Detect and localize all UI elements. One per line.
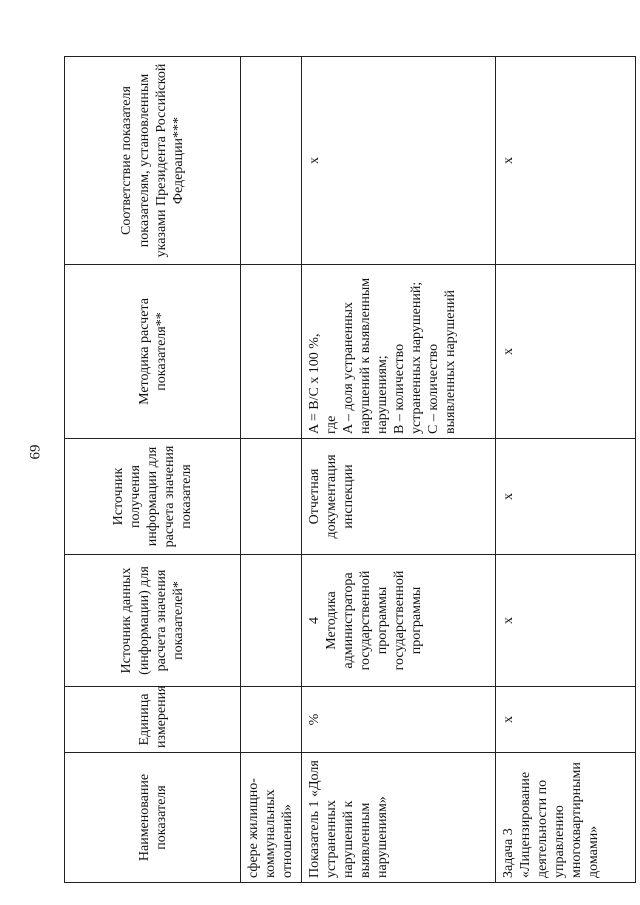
cell-data-source: x	[495, 555, 635, 687]
table-row	[241, 57, 301, 883]
header-indicator-name: Наименование показателя	[65, 753, 241, 883]
cell-info-source: Отчетная документация инспекции	[301, 439, 495, 555]
table-header-row	[65, 57, 241, 883]
cell-method	[241, 265, 301, 439]
cell-data-source	[241, 555, 301, 687]
cell-compliance: x	[495, 57, 635, 265]
cell-name: Задача 3 «Лицензирование деятельности по управлению многоквартирными домами»	[495, 753, 635, 883]
cell-info-source: x	[495, 439, 635, 555]
data-source-text: Методика администратора государственной программы государственной программы	[323, 570, 425, 671]
page-number: 69	[27, 444, 44, 460]
cell-data-source	[301, 555, 495, 687]
cell-compliance	[241, 57, 301, 265]
indicator-table	[64, 56, 636, 883]
indicator-table-container	[64, 57, 636, 883]
header-compliance: Соответствие показателя показателям, установленным указами Президента Российской Федерации***	[65, 57, 241, 265]
cell-compliance: x	[301, 57, 495, 265]
cell-unit: x	[495, 687, 635, 753]
cell-name: Показатель 1 «Доля устраненных нарушений к выявленным нарушениям»	[301, 753, 495, 883]
cell-unit: %	[301, 687, 495, 753]
cell-name: сфере жилищно-коммунальных отношений»	[241, 753, 301, 883]
header-unit: Единица измерения	[65, 687, 241, 753]
cell-method: A = B/C x 100 %, где A – доля устраненных нарушений к выявленным нарушениям; B – количество устраненных нарушений; C – количество выявленных нарушений	[301, 265, 495, 439]
cell-unit	[241, 687, 301, 753]
data-source-number: 4	[306, 617, 322, 624]
header-info-source: Источник получения информации для расчета значения показателя	[65, 439, 241, 555]
header-method: Методика расчета показателя**	[65, 265, 241, 439]
table-row	[495, 57, 635, 883]
cell-method: x	[495, 265, 635, 439]
header-data-source: Источник данных (информации) для расчета значения показателей*	[65, 555, 241, 687]
table-row	[301, 57, 495, 883]
cell-info-source	[241, 439, 301, 555]
